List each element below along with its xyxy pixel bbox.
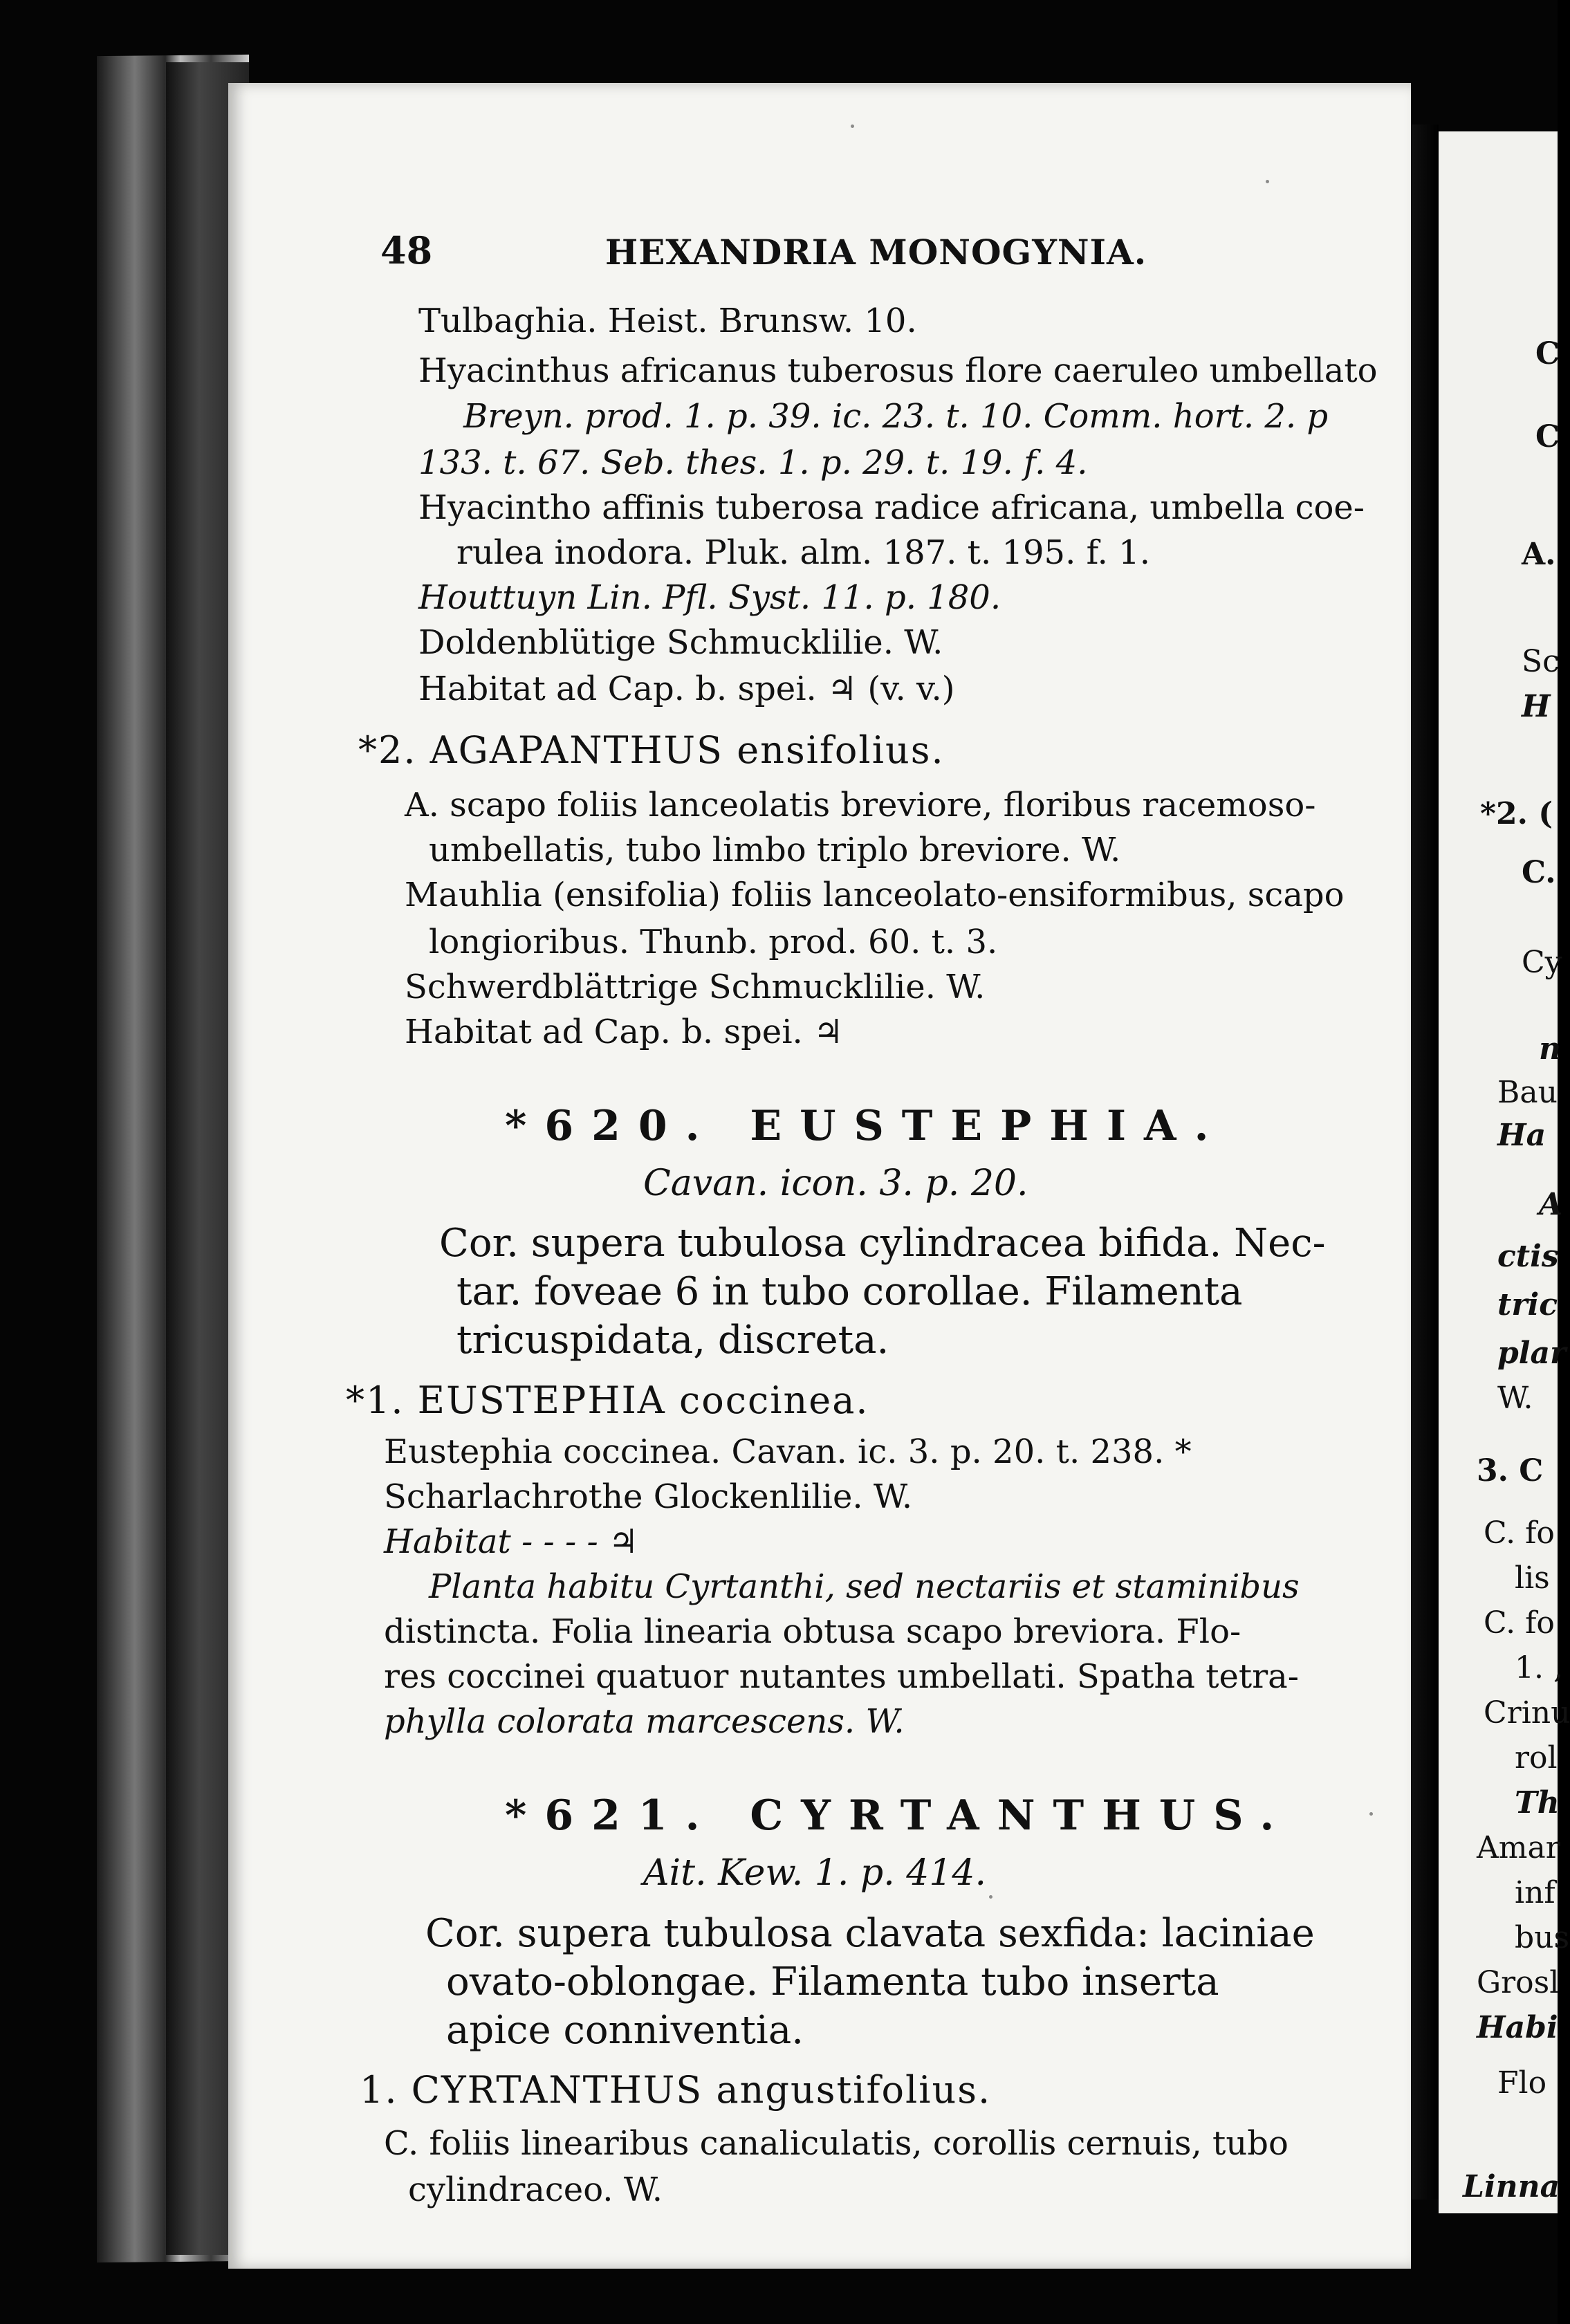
facing-page-text: 3. C bbox=[1477, 1453, 1544, 1488]
species-description: distincta. Folia linearia obtusa scapo breviora. Flo- bbox=[384, 1612, 1241, 1651]
synonym-reference: longioribus. Thunb. prod. 60. t. 3. bbox=[429, 923, 998, 961]
synonym-line: Hyacinthus africanus tuberosus flore caeruleo umbellato bbox=[418, 351, 1378, 390]
habitat-line: Habitat - - - - ♃ bbox=[384, 1522, 638, 1561]
genus-heading: *621. CYRTANTHUS. bbox=[505, 1791, 1293, 1840]
facing-page-text: Sc bbox=[1522, 644, 1560, 679]
species-description: phylla colorata marcescens. W. bbox=[384, 1702, 905, 1741]
facing-page-text: tric bbox=[1497, 1287, 1558, 1322]
synonym-line: Hyacintho affinis tuberosa radice africana, umbella coe- bbox=[418, 488, 1365, 527]
facing-page-text: C bbox=[1535, 419, 1560, 454]
facing-page-text: A bbox=[1539, 1187, 1563, 1222]
species-heading: *1. EUSTEPHIA coccinea. bbox=[346, 1378, 869, 1422]
book-gutter bbox=[1411, 124, 1439, 2200]
book-page bbox=[228, 83, 1411, 2269]
facing-page-fragment bbox=[1439, 131, 1570, 2213]
common-name: Schwerdblättrige Schmucklilie. W. bbox=[405, 968, 986, 1006]
synonym-line: Tulbaghia. Heist. Brunsw. 10. bbox=[418, 302, 917, 340]
facing-page-text: Crinu bbox=[1484, 1695, 1570, 1731]
facing-page-text: C. fo bbox=[1484, 1515, 1555, 1551]
facing-page-text: Th bbox=[1515, 1785, 1560, 1820]
habitat-line: Habitat ad Cap. b. spei. ♃ (v. v.) bbox=[418, 670, 955, 708]
facing-page-text: lis bbox=[1515, 1560, 1550, 1596]
genus-character: tricuspidata, discreta. bbox=[456, 1318, 889, 1363]
running-title: HEXANDRIA MONOGYNIA. bbox=[605, 232, 1147, 273]
facing-page-text: 1. , bbox=[1515, 1650, 1563, 1686]
synonym-reference: Eustephia coccinea. Cavan. ic. 3. p. 20. t. 238. * bbox=[384, 1432, 1192, 1471]
synonym-reference: 133. t. 67. Seb. thes. 1. p. 29. t. 19. f. 4. bbox=[418, 443, 1088, 482]
genus-character: apice conniventia. bbox=[446, 2008, 804, 2053]
genus-character: ovato-oblongae. Filamenta tubo inserta bbox=[446, 1959, 1219, 2004]
genus-reference: Cavan. icon. 3. p. 20. bbox=[643, 1163, 1028, 1204]
facing-page-text: Habi bbox=[1477, 2010, 1558, 2045]
synonym-line: Mauhlia (ensifolia) foliis lanceolato-ensiformibus, scapo bbox=[405, 876, 1345, 914]
species-description: Planta habitu Cyrtanthi, sed nectariis et staminibus bbox=[429, 1567, 1300, 1606]
genus-character: Cor. supera tubulosa clavata sexfida: laciniae bbox=[425, 1911, 1315, 1956]
facing-page-text: C. fo bbox=[1484, 1605, 1555, 1641]
facing-page-text: plar bbox=[1497, 1336, 1567, 1371]
species-diagnosis: umbellatis, tubo limbo triplo breviore. W. bbox=[429, 831, 1121, 869]
page-number: 48 bbox=[380, 228, 433, 273]
facing-page-text: Amar bbox=[1477, 1830, 1560, 1865]
facing-page-text: Grosl bbox=[1477, 1965, 1560, 2000]
facing-page-text: inf bbox=[1515, 1875, 1555, 1910]
species-description: res coccinei quatuor nutantes umbellati. Spatha tetra- bbox=[384, 1657, 1299, 1696]
synonym-reference: Houttuyn Lin. Pfl. Syst. 11. p. 180. bbox=[418, 578, 1001, 617]
scan-speck bbox=[1266, 180, 1269, 183]
facing-page-text: rol bbox=[1515, 1740, 1558, 1776]
common-name: Scharlachrothe Glockenlilie. W. bbox=[384, 1477, 913, 1516]
facing-page-text: Cy bbox=[1522, 945, 1562, 980]
facing-page-text: H bbox=[1522, 689, 1551, 724]
species-diagnosis: C. foliis linearibus canaliculatis, corollis cernuis, tubo bbox=[384, 2124, 1289, 2163]
facing-page-text: n bbox=[1539, 1031, 1561, 1067]
synonym-reference: Breyn. prod. 1. p. 39. ic. 23. t. 10. Comm. hort. 2. p bbox=[463, 397, 1329, 436]
scan-speck bbox=[851, 124, 854, 128]
facing-page-text: *2. ( bbox=[1480, 796, 1553, 831]
genus-character: tar. foveae 6 in tubo corollae. Filamenta bbox=[456, 1269, 1243, 1314]
species-heading: 1. CYRTANTHUS angustifolius. bbox=[360, 2068, 992, 2112]
facing-page-text: Flo bbox=[1497, 2065, 1547, 2101]
species-diagnosis: cylindraceo. W. bbox=[408, 2170, 663, 2209]
synonym-line: rulea inodora. Pluk. alm. 187. t. 195. f. 1. bbox=[456, 533, 1150, 572]
scan-speck bbox=[989, 1895, 992, 1899]
common-name: Doldenblütige Schmucklilie. W. bbox=[418, 623, 943, 662]
habitat-line: Habitat ad Cap. b. spei. ♃ bbox=[405, 1013, 844, 1051]
facing-page-text: C bbox=[1535, 336, 1560, 371]
facing-page-text: Bau bbox=[1497, 1075, 1558, 1110]
genus-heading: *620. EUSTEPHIA. bbox=[505, 1102, 1227, 1150]
facing-page-text: bus bbox=[1515, 1920, 1570, 1955]
species-heading: *2. AGAPANTHUS ensifolius. bbox=[358, 728, 945, 772]
species-diagnosis: A. scapo foliis lanceolatis breviore, floribus racemoso- bbox=[405, 786, 1316, 824]
scan-speck bbox=[1369, 1812, 1373, 1816]
facing-page-text: A. bbox=[1522, 537, 1556, 572]
facing-page-text: W. bbox=[1497, 1381, 1533, 1416]
facing-page-text: ctis bbox=[1497, 1239, 1559, 1274]
genus-character: Cor. supera tubulosa cylindracea bifida. Nec- bbox=[439, 1221, 1326, 1266]
genus-reference: Ait. Kew. 1. p. 414. bbox=[643, 1852, 987, 1894]
facing-page-text: Linna bbox=[1463, 2169, 1560, 2204]
facing-page-text: C. bbox=[1522, 855, 1556, 890]
facing-page-text: Ha bbox=[1497, 1118, 1546, 1153]
